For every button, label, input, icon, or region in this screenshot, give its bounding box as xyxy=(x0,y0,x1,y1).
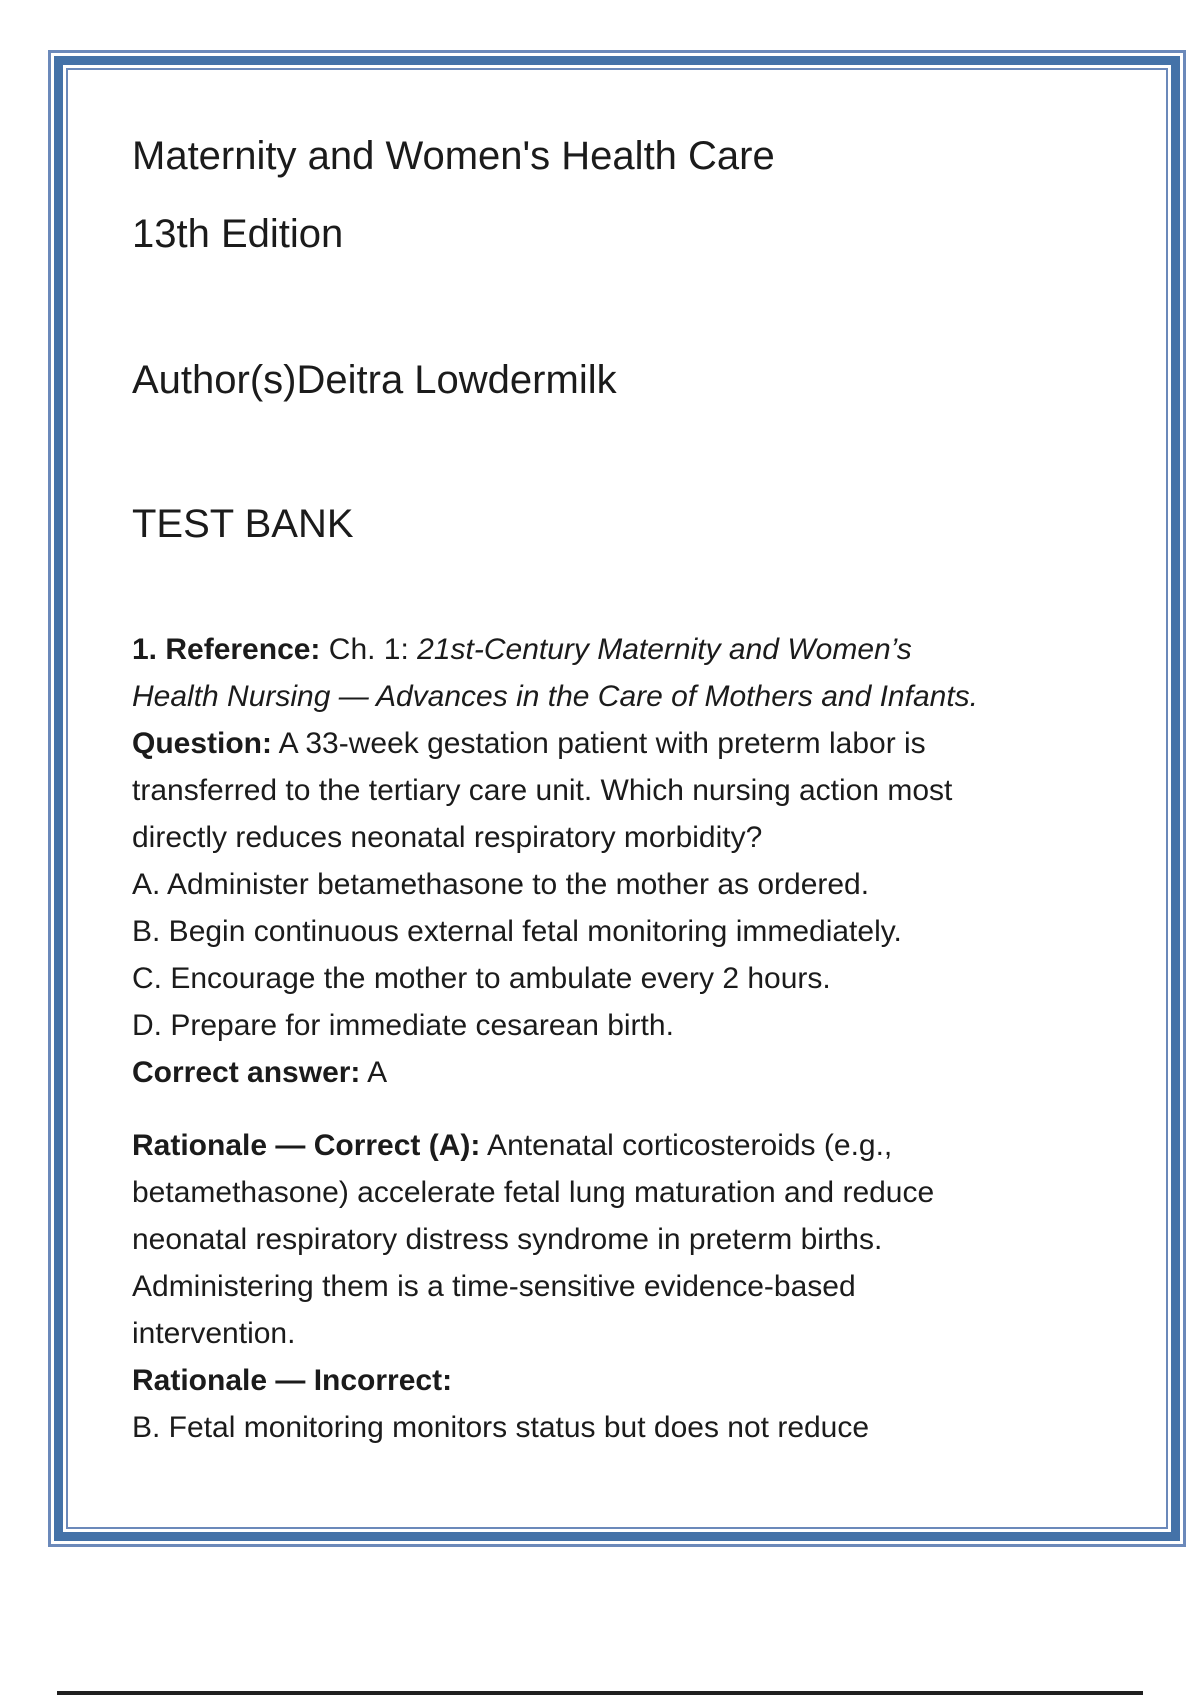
book-edition: 13th Edition xyxy=(132,212,344,256)
test-bank-heading: TEST BANK xyxy=(132,502,354,546)
option-a: A. Administer betamethasone to the mother as ordered. xyxy=(132,868,870,901)
correct-answer-line xyxy=(132,1049,1146,1096)
correct-answer-label: Correct answer: xyxy=(132,1056,361,1089)
question-label: Question: xyxy=(132,727,272,760)
page-border-frame xyxy=(48,50,1186,1547)
page-border-frame-inner xyxy=(66,68,1168,1529)
author-line: Author(s)Deitra Lowdermilk xyxy=(132,358,617,402)
bottom-rule xyxy=(57,1691,1143,1695)
book-title: Maternity and Women's Health Care xyxy=(132,134,775,178)
rationale-incorrect-label: Rationale — Incorrect: xyxy=(132,1364,453,1397)
rationale-block xyxy=(132,1122,1146,1451)
rationale-correct-text-part1: Antenatal corticosteroids (e.g., xyxy=(480,1129,893,1162)
question-line-2: transferred to the tertiary care unit. Which nursing action most xyxy=(132,774,953,807)
rationale-correct-line-1 xyxy=(132,1122,1146,1169)
rationale-correct-line-5: intervention. xyxy=(132,1317,296,1350)
rationale-correct-line-4: Administering them is a time-sensitive evidence-based xyxy=(132,1270,856,1303)
question-line-3: directly reduces neonatal respiratory morbidity? xyxy=(132,821,763,854)
option-b: B. Begin continuous external fetal monitoring immediately. xyxy=(132,915,902,948)
reference-plain: Ch. 1: xyxy=(320,633,418,666)
option-c: C. Encourage the mother to ambulate every 2 hours. xyxy=(132,962,831,995)
question-text-part1: A 33-week gestation patient with preterm labor is xyxy=(272,727,926,760)
reference-label: 1. Reference: xyxy=(132,633,321,666)
rationale-correct-line-2: betamethasone) accelerate fetal lung maturation and reduce xyxy=(132,1176,935,1209)
question-block xyxy=(132,626,1146,1096)
page-content xyxy=(68,70,1166,1451)
page-border-frame-middle xyxy=(54,56,1180,1541)
reference-title-part1: 21st-Century Maternity and Women’s xyxy=(417,633,912,666)
question-line-1 xyxy=(132,720,1146,767)
rationale-correct-line-3: neonatal respiratory distress syndrome in preterm births. xyxy=(132,1223,883,1256)
rationale-incorrect-line-1: B. Fetal monitoring monitors status but does not reduce xyxy=(132,1411,870,1444)
reference-line-1 xyxy=(132,626,1146,673)
reference-line-2: Health Nursing — Advances in the Care of Mothers and Infants. xyxy=(132,680,978,713)
rationale-correct-label: Rationale — Correct (A): xyxy=(132,1129,481,1162)
correct-answer-value: A xyxy=(360,1056,388,1089)
option-d: D. Prepare for immediate cesarean birth. xyxy=(132,1009,674,1042)
